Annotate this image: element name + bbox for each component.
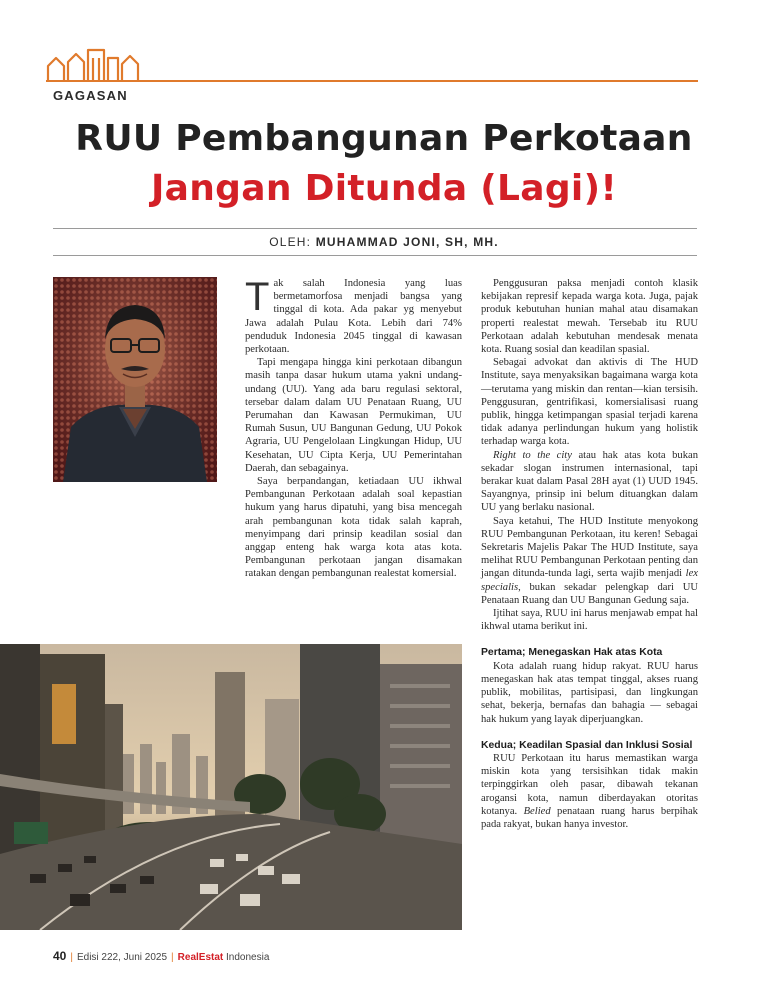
- paragraph: [481, 515, 698, 607]
- city-highway-photo: [0, 644, 462, 930]
- italic-phrase: lex specialis: [481, 568, 698, 593]
- article-column-2: [481, 277, 698, 831]
- paragraph-text: penataan ruang harus berpihak pada rakyat, bukan hanya investor.: [481, 805, 698, 830]
- paragraph: [481, 752, 698, 831]
- paragraph-text: ak salah Indonesia yang luas bermetamorfosa menjadi bangsa yang tinggal di kota. Ada pakar yg menyebut Jawa adalah Pulau Kota. Lebih dari 74% penduduk Indonesia 2045 tinggal di kawasan perkotaan.: [245, 278, 462, 356]
- byline-rule-top: [53, 228, 697, 229]
- header-rule: [46, 80, 698, 82]
- byline-author: MUHAMMAD JONI, SH, MH.: [315, 235, 499, 249]
- drop-cap: T: [245, 275, 270, 319]
- subheading: Pertama; Menegaskan Hak atas Kota: [481, 647, 663, 659]
- page-footer: [53, 949, 269, 963]
- article-column-1: [245, 277, 462, 581]
- spacer: [481, 726, 698, 739]
- paragraph: Ijtihat saya, RUU ini harus menjawab empat hal ikhwal utama berikut ini.: [481, 608, 698, 633]
- paragraph-text: RUU Perkotaan itu harus memastikan warga miskin kota yang tersisihkan tidak makin terpinggirkan oleh pasar, dibawah tekanan arogansi kota, namun diberdayakan otoritas kotanya.: [481, 752, 698, 817]
- author-photo: [53, 277, 217, 482]
- italic-phrase: Belied: [523, 805, 551, 817]
- city-skyline-logo-icon: [46, 44, 156, 82]
- paragraph-text: atau hak atas kota bukan sekadar slogan instrumen internasional, tapi berakar kuat dalam Pasal 28H ayat (1) UUD 1945. Sayangnya, prinsip ini belum dituangkan dalam UU yang berlaku nasional.: [481, 449, 698, 514]
- paragraph: Penggusuran paksa menjadi contoh klasik kebijakan represif kepada warga kota. Juga, pajak produk kebutuhan hunian mahal atau disamakan properti realestat mewah. Tersebab itu RUU Perkotaan adalah kebutuhan mendesak menata kota. Ruang sosial dan keadilan spasial.: [481, 278, 698, 356]
- section-label: GAGASAN: [53, 88, 128, 103]
- paragraph: [245, 277, 462, 356]
- paragraph: Kota adalah ruang hidup rakyat. RUU harus menegaskan hak atas tempat tinggal, akses ruang publik, mobilitas, partisipasi, dan lingkungan sehat, bekerja, bernafas dan bahagia — sebagai hak hukum yang layak diperjuangkan.: [481, 660, 698, 725]
- byline-prefix: OLEH:: [269, 235, 316, 249]
- italic-phrase: Right to the city: [493, 449, 572, 461]
- paragraph: Tapi mengapa hingga kini perkotaan dibangun masih tanpa dasar hukum utama yakni undang-undang (UU). Yang ada baru regulasi sektoral, tersebar dalam dalam UU Penataan Ruang, UU Perumahan dan Kawasan Permukiman, UU Rumah Susun, UU Bangunan Gedung, UU Pokok Agraria, UU Pengelolaan Lingkungan Hidup, UU Kesehatan, UU Cipta Kerja, UU Pemerintahan Daerah, dan sebagainya.: [245, 357, 462, 474]
- page-number: 40: [53, 949, 67, 963]
- paragraph-text: , bukan sekadar pelengkap dari UU Penataan Ruang dan UU Bangunan Gedung saja.: [481, 581, 698, 606]
- byline: [0, 235, 768, 249]
- footer-divider: |: [70, 952, 73, 963]
- title-line-2: Jangan Ditunda (Lagi)!: [150, 168, 618, 209]
- brand-name: RealEstat: [177, 952, 224, 963]
- edition: Edisi 222, Juni 2025: [76, 952, 168, 963]
- brand-suffix: Indonesia: [226, 952, 270, 963]
- title-line-1: RUU Pembangunan Perkotaan: [75, 118, 693, 159]
- paragraph: Sebagai advokat dan aktivis di The HUD Institute, saya menyaksikan bagaimana warga kota—terutama yang miskin dan rentan—kian tersisih. Penggusuran, gentrifikasi, komersialisasi ruang publik, hingga ketimpangan spasial terjadi karena tidak adanya perlindungan hukum yang holistik terhadap warga kota.: [481, 357, 698, 448]
- subheading: Kedua; Keadilan Spasial dan Inklusi Sosial: [481, 739, 693, 751]
- footer-divider: |: [171, 952, 174, 963]
- spacer: [481, 633, 698, 646]
- byline-rule-bottom: [53, 255, 697, 256]
- paragraph-text: Saya ketahui, The HUD Institute menyokong RUU Pembangunan Perkotaan, itu keren! Sebagai Sekretaris Majelis Pakar The HUD Institute, saya melihat RUU Pembangunan Perkotaan penting dan jangan ditunda-tunda lagi, serta wajib menjadi: [481, 515, 698, 580]
- paragraph: [481, 449, 698, 515]
- paragraph: Saya berpandangan, ketiadaan UU ikhwal Pembangunan Perkotaan adalah soal kepastian hukum yang harus dipatuhi, yang bisa mencegah arah pembangunan kota tidak salah kaprah, menyimpang dari prinsip keadilan sosial dan anggap enteng hak warga kota atas kota. Pembangunan perkotaan jangan disamakan ratakan dengan pembangunan realestat komersial.: [245, 476, 462, 580]
